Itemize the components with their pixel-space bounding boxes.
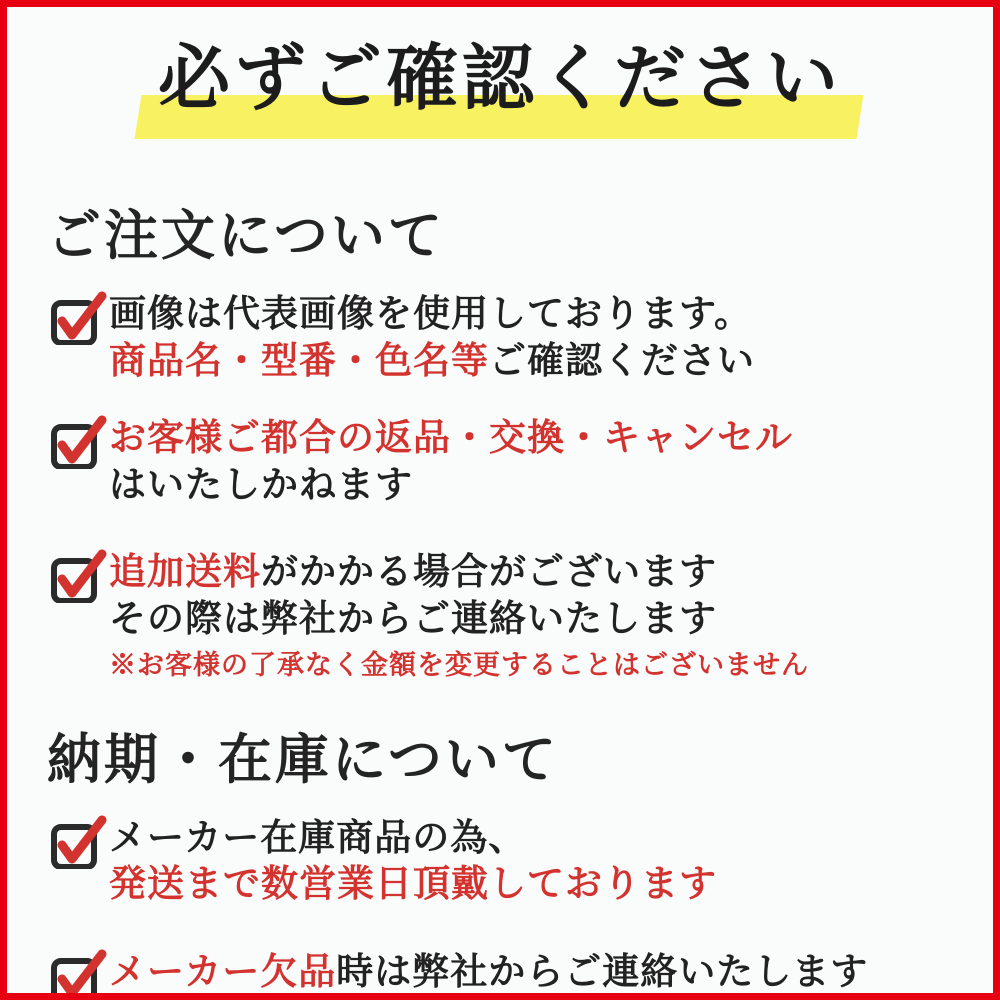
text-line — [109, 461, 793, 508]
section-heading-order: ご注文について — [47, 203, 445, 267]
note-text: ※お客様の了承なく金額を変更することはございません — [109, 649, 809, 681]
checklist-item-text — [109, 948, 868, 995]
text-segment: お客様ご都合の返品・交換・キャンセル — [109, 415, 793, 460]
checked-checkbox-icon — [49, 949, 107, 1000]
text-segment: その際は弊社からご連絡いたします — [109, 596, 717, 641]
checklist-item-text — [109, 290, 755, 383]
text-segment: 時は弊社からご連絡いたします — [336, 948, 869, 993]
text-segment: 画像は代表画像を使用しております。 — [109, 291, 753, 335]
checklist-item-text — [109, 414, 793, 507]
text-line — [109, 290, 755, 337]
title-block — [7, 37, 993, 149]
text-line — [109, 814, 717, 861]
checked-checkbox-icon — [49, 291, 107, 345]
text-segment: はいたしかねます — [109, 461, 413, 506]
checklist-item — [7, 548, 993, 682]
text-segment: メーカー在庫商品の為、 — [109, 814, 527, 859]
text-line — [109, 948, 868, 995]
checked-checkbox-icon — [49, 815, 107, 869]
section-order — [7, 193, 993, 683]
text-line — [109, 595, 809, 642]
text-line — [109, 860, 717, 907]
text-segment: がかかる場合がございます — [261, 549, 717, 594]
text-segment: 商品名・型番・色名等 — [109, 337, 489, 382]
page-title: 必ずご確認ください — [157, 35, 842, 120]
checklist-item — [7, 414, 993, 507]
checklist-item — [7, 814, 993, 907]
text-line — [109, 337, 755, 384]
text-segment: メーカー欠品 — [109, 948, 337, 993]
checklist-item-text — [109, 814, 717, 907]
checklist-item — [7, 290, 993, 383]
section-heading-stock: 納期・在庫について — [47, 726, 559, 791]
section-stock — [7, 717, 993, 1000]
text-line — [109, 548, 809, 595]
checked-checkbox-icon — [49, 549, 107, 603]
text-segment: 発送まで数営業日頂戴しております — [109, 861, 717, 906]
text-segment: ご確認ください — [489, 337, 755, 382]
text-segment: 追加送料 — [109, 549, 261, 594]
checked-checkbox-icon — [49, 415, 107, 469]
text-line — [109, 414, 793, 461]
checklist-item — [7, 948, 993, 1000]
checklist-item-text — [109, 548, 809, 682]
